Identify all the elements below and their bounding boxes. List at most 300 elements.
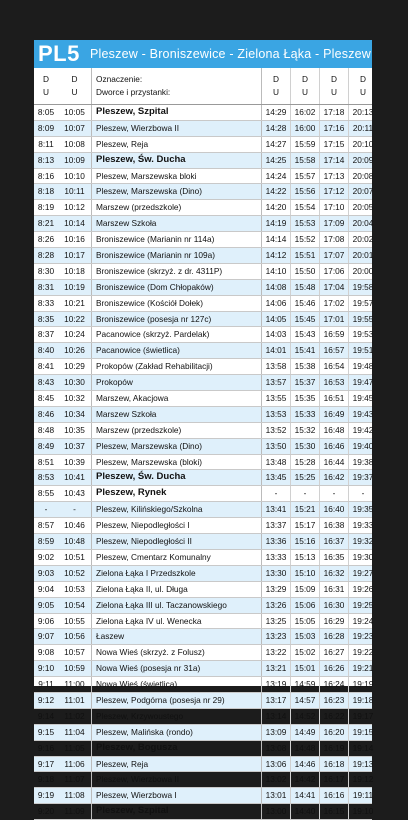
table-row bbox=[34, 121, 372, 137]
return-time: 20:01 bbox=[348, 248, 377, 263]
departure-time: 10:55 bbox=[64, 615, 85, 626]
return-time: 15:53 bbox=[290, 216, 319, 231]
return-time: 16:31 bbox=[319, 582, 348, 597]
return-time: - bbox=[319, 486, 348, 501]
departure-time: 8:59 bbox=[37, 536, 55, 547]
departure-time: 8:05 bbox=[37, 107, 55, 117]
departure-time: 8:57 bbox=[37, 520, 55, 531]
departure-time: 10:17 bbox=[64, 250, 85, 261]
departure-time: 8:51 bbox=[37, 456, 55, 467]
return-time: 19:51 bbox=[348, 343, 377, 358]
table-row bbox=[34, 296, 372, 312]
departure-time: 11:05 bbox=[64, 742, 85, 753]
return-time: 19:27 bbox=[348, 566, 377, 581]
return-time: 19:45 bbox=[348, 391, 377, 406]
stop-name: Broniszewice (skrzyż. z dr. 4311P) bbox=[91, 264, 262, 279]
return-time: 16:29 bbox=[319, 614, 348, 629]
return-time: 15:57 bbox=[290, 169, 319, 184]
table-row bbox=[34, 407, 372, 423]
return-time: 16:38 bbox=[319, 518, 348, 533]
return-time: 16:53 bbox=[319, 375, 348, 390]
return-time: 19:12 bbox=[348, 772, 377, 787]
return-time: 16:28 bbox=[319, 629, 348, 644]
table-row bbox=[34, 137, 372, 153]
table-row bbox=[34, 327, 372, 343]
departure-time: 11:00 bbox=[64, 679, 85, 690]
departure-time: 10:14 bbox=[64, 218, 85, 229]
return-time: 14:57 bbox=[290, 693, 319, 708]
departure-time: 8:13 bbox=[37, 154, 55, 165]
departure-time: 8:53 bbox=[37, 472, 55, 483]
stop-name: Pacanowice (świetlica) bbox=[91, 343, 262, 358]
return-time: 19:42 bbox=[348, 423, 377, 438]
departure-time: 8:46 bbox=[37, 408, 55, 419]
stop-name: Zielona Łąka III ul. Taczanowskiego bbox=[91, 598, 262, 613]
departure-time: 11:09 bbox=[64, 806, 85, 817]
stop-name: Nowa Wieś (świetlica) bbox=[91, 677, 262, 692]
departure-time: 10:05 bbox=[64, 107, 85, 117]
return-time: 14:42 bbox=[290, 772, 319, 787]
return-time: 15:01 bbox=[290, 661, 319, 676]
departure-time: 9:02 bbox=[37, 551, 55, 562]
stop-name: Marszew (przedszkole) bbox=[91, 423, 262, 438]
return-time: 15:28 bbox=[290, 455, 319, 470]
return-time: 16:54 bbox=[319, 359, 348, 374]
stop-name: Broniszewice (Marianin nr 109a) bbox=[91, 248, 262, 263]
return-time: 16:42 bbox=[319, 470, 348, 485]
stop-name: Pleszew, Malińska (rondo) bbox=[91, 725, 262, 740]
departure-time: 9:03 bbox=[37, 567, 55, 578]
stop-name: Pleszew, Niepodległości II bbox=[91, 534, 262, 549]
stop-name: Broniszewice (Kościół Dołek) bbox=[91, 296, 262, 311]
table-row bbox=[34, 216, 372, 232]
stop-name: Marszew, Akacjowa bbox=[91, 391, 262, 406]
stop-name: Łaszew bbox=[91, 629, 262, 644]
departure-time: 8:33 bbox=[37, 297, 55, 308]
return-time: 13:17 bbox=[265, 694, 287, 705]
departure-time: 8:55 bbox=[37, 488, 55, 499]
departure-time: 8:26 bbox=[37, 234, 55, 245]
departure-time: 10:22 bbox=[64, 313, 85, 324]
return-time: 13:21 bbox=[265, 663, 287, 674]
return-time: 17:13 bbox=[319, 169, 348, 184]
return-time: 20:05 bbox=[348, 200, 377, 215]
table-row bbox=[34, 709, 372, 725]
table-row bbox=[34, 566, 372, 582]
return-time: 14:24 bbox=[265, 170, 287, 181]
table-row bbox=[34, 359, 372, 375]
return-time: 15:37 bbox=[290, 375, 319, 390]
return-time: 17:12 bbox=[319, 184, 348, 199]
return-time: 19:15 bbox=[348, 725, 377, 740]
return-time: 15:30 bbox=[290, 439, 319, 454]
stop-name: Pleszew, Św. Ducha bbox=[91, 153, 262, 168]
departure-time: 10:11 bbox=[64, 186, 85, 197]
return-time: 19:13 bbox=[348, 757, 377, 772]
return-time: 15:06 bbox=[290, 598, 319, 613]
return-time: 17:09 bbox=[319, 216, 348, 231]
return-time: 19:53 bbox=[348, 327, 377, 342]
return-time: 16:46 bbox=[319, 439, 348, 454]
departure-time: - bbox=[73, 504, 76, 515]
col-header-d5: D U bbox=[319, 68, 348, 104]
line-code: PL5 bbox=[38, 41, 80, 66]
return-time: 14:22 bbox=[265, 186, 287, 197]
departure-time: 10:56 bbox=[64, 631, 85, 642]
departure-time: 9:18 bbox=[37, 774, 55, 785]
return-time: 16:49 bbox=[319, 407, 348, 422]
table-row bbox=[34, 757, 372, 773]
departure-time: 10:18 bbox=[64, 265, 85, 276]
return-time: 15:32 bbox=[290, 423, 319, 438]
return-time: 16:26 bbox=[319, 661, 348, 676]
departure-time: 8:49 bbox=[37, 440, 55, 451]
return-time: 16:17 bbox=[319, 772, 348, 787]
return-time: 17:15 bbox=[319, 137, 348, 152]
return-time: 14:10 bbox=[265, 265, 287, 276]
departure-time: 8:41 bbox=[37, 361, 55, 372]
return-time: 15:45 bbox=[290, 312, 319, 327]
departure-time: 9:04 bbox=[37, 583, 55, 594]
return-time: 16:27 bbox=[319, 645, 348, 660]
return-time: 14:49 bbox=[290, 725, 319, 740]
table-row bbox=[34, 550, 372, 566]
return-time: 14:46 bbox=[290, 757, 319, 772]
table-row bbox=[34, 661, 372, 677]
return-time: 17:01 bbox=[319, 312, 348, 327]
stop-name: Pleszew, Marszewska (bloki) bbox=[91, 455, 262, 470]
col-header-d1: D U bbox=[43, 74, 49, 97]
stop-name: Pleszew, Wierzbowa II bbox=[91, 121, 262, 136]
return-time: 14:40 bbox=[290, 804, 319, 819]
return-time: 14:20 bbox=[265, 202, 287, 213]
stop-name: Pleszew, Marszewska (Dino) bbox=[91, 439, 262, 454]
return-time: 17:07 bbox=[319, 248, 348, 263]
return-time: 15:50 bbox=[290, 264, 319, 279]
return-time: 17:04 bbox=[319, 280, 348, 295]
stop-name: Pleszew, Niepodległości I bbox=[91, 518, 262, 533]
stop-name: Pleszew, Krzywoustego bbox=[91, 709, 262, 724]
return-time: 13:00 bbox=[265, 806, 287, 817]
departure-time: 10:57 bbox=[64, 647, 85, 658]
return-time: 15:33 bbox=[290, 407, 319, 422]
departure-time: 8:28 bbox=[37, 250, 55, 261]
table-row bbox=[34, 375, 372, 391]
table-row bbox=[34, 502, 372, 518]
return-time: 16:24 bbox=[319, 677, 348, 692]
table-row bbox=[34, 614, 372, 630]
return-time: 15:16 bbox=[290, 534, 319, 549]
return-time: 15:51 bbox=[290, 248, 319, 263]
stop-name: Nowa Wieś (posesja nr 31a) bbox=[91, 661, 262, 676]
return-time: 16:18 bbox=[319, 757, 348, 772]
departure-time: 10:09 bbox=[64, 154, 85, 165]
departure-time: 8:19 bbox=[37, 202, 55, 213]
table-row bbox=[34, 804, 372, 820]
table-row bbox=[34, 169, 372, 185]
departure-time: 10:46 bbox=[64, 520, 85, 531]
table-row bbox=[34, 184, 372, 200]
return-time: 16:51 bbox=[319, 391, 348, 406]
col-header-d3: D U bbox=[273, 74, 279, 97]
return-time: 16:30 bbox=[319, 598, 348, 613]
return-time: 13:02 bbox=[265, 774, 287, 785]
return-time: 16:59 bbox=[319, 327, 348, 342]
departure-time: 10:52 bbox=[64, 567, 85, 578]
return-time: 15:17 bbox=[290, 518, 319, 533]
table-row bbox=[34, 105, 372, 121]
return-time: 16:00 bbox=[290, 121, 319, 136]
return-time: 20:08 bbox=[348, 169, 377, 184]
return-time: 16:37 bbox=[319, 534, 348, 549]
return-time: 13:58 bbox=[265, 361, 287, 372]
departure-time: 10:26 bbox=[64, 345, 85, 356]
departure-time: 8:37 bbox=[37, 329, 55, 340]
departure-time: 9:16 bbox=[37, 742, 55, 753]
return-time: 15:52 bbox=[290, 232, 319, 247]
return-time: 14:25 bbox=[265, 154, 287, 165]
stop-name: Pleszew, Bogusza bbox=[91, 741, 262, 756]
legend-label: Oznaczenie: bbox=[96, 74, 143, 84]
table-row bbox=[34, 391, 372, 407]
return-time: 14:28 bbox=[265, 122, 287, 133]
stop-name: Pleszew, Reja bbox=[91, 757, 262, 772]
table-row bbox=[34, 455, 372, 471]
table-row bbox=[34, 518, 372, 534]
route-header bbox=[34, 40, 372, 68]
departure-time: 10:19 bbox=[64, 281, 85, 292]
return-time: 15:02 bbox=[290, 645, 319, 660]
table-row bbox=[34, 788, 372, 804]
table-row bbox=[34, 486, 372, 502]
table-row bbox=[34, 534, 372, 550]
column-header bbox=[34, 68, 372, 105]
table-row bbox=[34, 264, 372, 280]
col-header-d4: D U bbox=[290, 68, 319, 104]
departure-time: - bbox=[44, 504, 48, 515]
return-time: 13:14 bbox=[265, 710, 287, 721]
return-time: 14:27 bbox=[265, 138, 287, 149]
return-time: 14:29 bbox=[265, 107, 287, 117]
departure-time: 11:01 bbox=[64, 694, 85, 705]
stop-name: Pleszew, Szpital bbox=[91, 105, 262, 120]
return-time: 19:26 bbox=[348, 582, 377, 597]
return-time: 16:02 bbox=[290, 105, 319, 120]
table-row bbox=[34, 582, 372, 598]
return-time: 14:59 bbox=[290, 677, 319, 692]
stop-name: Pleszew, Wierzbowa II bbox=[91, 772, 262, 787]
return-time: 15:43 bbox=[290, 327, 319, 342]
return-time: 17:06 bbox=[319, 264, 348, 279]
return-time: 17:14 bbox=[319, 153, 348, 168]
return-time: 13:50 bbox=[265, 440, 287, 451]
departure-time: 10:35 bbox=[64, 424, 85, 435]
return-time: 16:16 bbox=[319, 788, 348, 803]
departure-time: 10:39 bbox=[64, 456, 85, 467]
return-time: 15:38 bbox=[290, 359, 319, 374]
table-row bbox=[34, 677, 372, 693]
return-time: 16:32 bbox=[319, 566, 348, 581]
return-time: 16:22 bbox=[319, 709, 348, 724]
table-row bbox=[34, 470, 372, 486]
return-time: 13:29 bbox=[265, 583, 287, 594]
return-time: 17:18 bbox=[319, 105, 348, 120]
departure-time: 9:08 bbox=[37, 647, 55, 658]
departure-time: 8:11 bbox=[38, 138, 54, 149]
stop-name: Pleszew, Reja bbox=[91, 137, 262, 152]
departure-time: 10:16 bbox=[64, 234, 85, 245]
departure-time: 8:40 bbox=[37, 345, 55, 356]
departure-time: 10:34 bbox=[64, 408, 85, 419]
return-time: 15:59 bbox=[290, 137, 319, 152]
departure-time: 8:21 bbox=[37, 218, 55, 229]
return-time: 17:10 bbox=[319, 200, 348, 215]
departure-time: 9:17 bbox=[37, 758, 55, 769]
departure-time: 9:11 bbox=[38, 679, 54, 690]
table-row bbox=[34, 153, 372, 169]
departure-time: 10:41 bbox=[64, 472, 85, 483]
stop-name: Pleszew, Podgórna (posesja nr 29) bbox=[91, 693, 262, 708]
return-time: 15:56 bbox=[290, 184, 319, 199]
return-time: 15:09 bbox=[290, 582, 319, 597]
return-time: 13:57 bbox=[265, 377, 287, 388]
return-time: 19:17 bbox=[348, 709, 377, 724]
departure-time: 10:32 bbox=[64, 393, 85, 404]
return-time: 15:48 bbox=[290, 280, 319, 295]
stop-name: Prokopów bbox=[91, 375, 262, 390]
return-time: 20:00 bbox=[348, 264, 377, 279]
return-time: - bbox=[348, 486, 377, 501]
return-time: 13:53 bbox=[265, 408, 287, 419]
return-time: 19:58 bbox=[348, 280, 377, 295]
return-time: 13:45 bbox=[265, 472, 287, 483]
return-time: 19:40 bbox=[348, 439, 377, 454]
return-time: 19:10 bbox=[348, 804, 377, 819]
stop-name: Marszew (przedszkole) bbox=[91, 200, 262, 215]
return-time: 19:57 bbox=[348, 296, 377, 311]
return-time: 19:21 bbox=[348, 661, 377, 676]
stop-name: Pleszew, Rynek bbox=[91, 486, 262, 501]
departure-time: 10:29 bbox=[64, 361, 85, 372]
stop-name: Pacanowice (skrzyż. Pardelak) bbox=[91, 327, 262, 342]
departure-time: 11:02 bbox=[64, 710, 85, 721]
departure-time: 9:20 bbox=[37, 806, 55, 817]
departure-time: 11:06 bbox=[64, 758, 85, 769]
return-time: 15:25 bbox=[290, 470, 319, 485]
stop-name: Pleszew, Szpital bbox=[91, 804, 262, 819]
return-time: 16:23 bbox=[319, 693, 348, 708]
return-time: 19:55 bbox=[348, 312, 377, 327]
return-time: 14:03 bbox=[265, 329, 287, 340]
return-time: 19:43 bbox=[348, 407, 377, 422]
return-time: 13:33 bbox=[265, 551, 287, 562]
table-row bbox=[34, 645, 372, 661]
stop-name: Marszew Szkoła bbox=[91, 407, 262, 422]
return-time: 13:19 bbox=[265, 679, 287, 690]
return-time: 20:11 bbox=[348, 121, 377, 136]
stop-name: Pleszew, Kilińskiego/Szkolna bbox=[91, 502, 262, 517]
return-time: 15:35 bbox=[290, 391, 319, 406]
departure-time: 10:12 bbox=[64, 202, 85, 213]
return-time: 19:33 bbox=[348, 518, 377, 533]
return-time: 15:10 bbox=[290, 566, 319, 581]
departure-time: 11:07 bbox=[64, 774, 85, 785]
return-time: 16:57 bbox=[319, 343, 348, 358]
departure-time: 10:54 bbox=[64, 599, 85, 610]
return-time: 14:08 bbox=[265, 281, 287, 292]
table-row bbox=[34, 725, 372, 741]
departure-time: 8:30 bbox=[37, 265, 55, 276]
return-time: 19:47 bbox=[348, 375, 377, 390]
table-row bbox=[34, 629, 372, 645]
return-time: - bbox=[290, 486, 319, 501]
departure-time: 10:48 bbox=[64, 536, 85, 547]
stop-name: Broniszewice (Dom Chłopaków) bbox=[91, 280, 262, 295]
return-time: 20:07 bbox=[348, 184, 377, 199]
stop-name: Prokopów (Zakład Rehabilitacji) bbox=[91, 359, 262, 374]
departure-time: 11:04 bbox=[64, 726, 85, 737]
table-row bbox=[34, 248, 372, 264]
return-time: 13:48 bbox=[265, 456, 287, 467]
return-time: 14:12 bbox=[265, 250, 287, 261]
departure-time: 8:45 bbox=[37, 393, 55, 404]
return-time: 15:41 bbox=[290, 343, 319, 358]
col-header-d6: D U bbox=[348, 68, 377, 104]
return-time: 14:52 bbox=[290, 709, 319, 724]
return-time: 16:44 bbox=[319, 455, 348, 470]
return-time: 19:32 bbox=[348, 534, 377, 549]
return-time: 16:40 bbox=[319, 502, 348, 517]
return-time: 19:23 bbox=[348, 629, 377, 644]
return-time: 20:09 bbox=[348, 153, 377, 168]
departure-time: 10:37 bbox=[64, 440, 85, 451]
return-time: 15:58 bbox=[290, 153, 319, 168]
departure-time: 9:14 bbox=[37, 710, 55, 721]
return-time: 19:48 bbox=[348, 359, 377, 374]
return-time: 13:08 bbox=[265, 742, 287, 753]
departure-time: 9:19 bbox=[37, 790, 55, 801]
stop-name: Pleszew, Cmentarz Komunalny bbox=[91, 550, 262, 565]
departure-time: 8:35 bbox=[37, 313, 55, 324]
stop-name: Pleszew, Marszewska bloki bbox=[91, 169, 262, 184]
return-time: 13:25 bbox=[265, 615, 287, 626]
timetable-sheet bbox=[34, 40, 374, 817]
return-time: 15:05 bbox=[290, 614, 319, 629]
stop-name: Zielona Łąka I Przedszkole bbox=[91, 566, 262, 581]
departure-time: 8:16 bbox=[37, 170, 55, 181]
return-time: 14:48 bbox=[290, 741, 319, 756]
timetable-rows bbox=[34, 105, 372, 820]
return-time: 19:22 bbox=[348, 645, 377, 660]
stop-name: Zielona Łąka IV ul. Wenecka bbox=[91, 614, 262, 629]
return-time: 13:09 bbox=[265, 726, 287, 737]
return-time: 19:11 bbox=[348, 788, 377, 803]
return-time: 19:19 bbox=[348, 677, 377, 692]
return-time: 14:06 bbox=[265, 297, 287, 308]
departure-time: 10:21 bbox=[64, 297, 85, 308]
return-time: 15:03 bbox=[290, 629, 319, 644]
stop-name: Broniszewice (posesja nr 127c) bbox=[91, 312, 262, 327]
return-time: 13:37 bbox=[265, 520, 287, 531]
return-time: 13:06 bbox=[265, 758, 287, 769]
table-row bbox=[34, 280, 372, 296]
table-row bbox=[34, 200, 372, 216]
departure-time: 11:08 bbox=[64, 790, 85, 801]
return-time: 16:20 bbox=[319, 725, 348, 740]
table-row bbox=[34, 343, 372, 359]
return-time: 13:26 bbox=[265, 599, 287, 610]
table-row bbox=[34, 423, 372, 439]
